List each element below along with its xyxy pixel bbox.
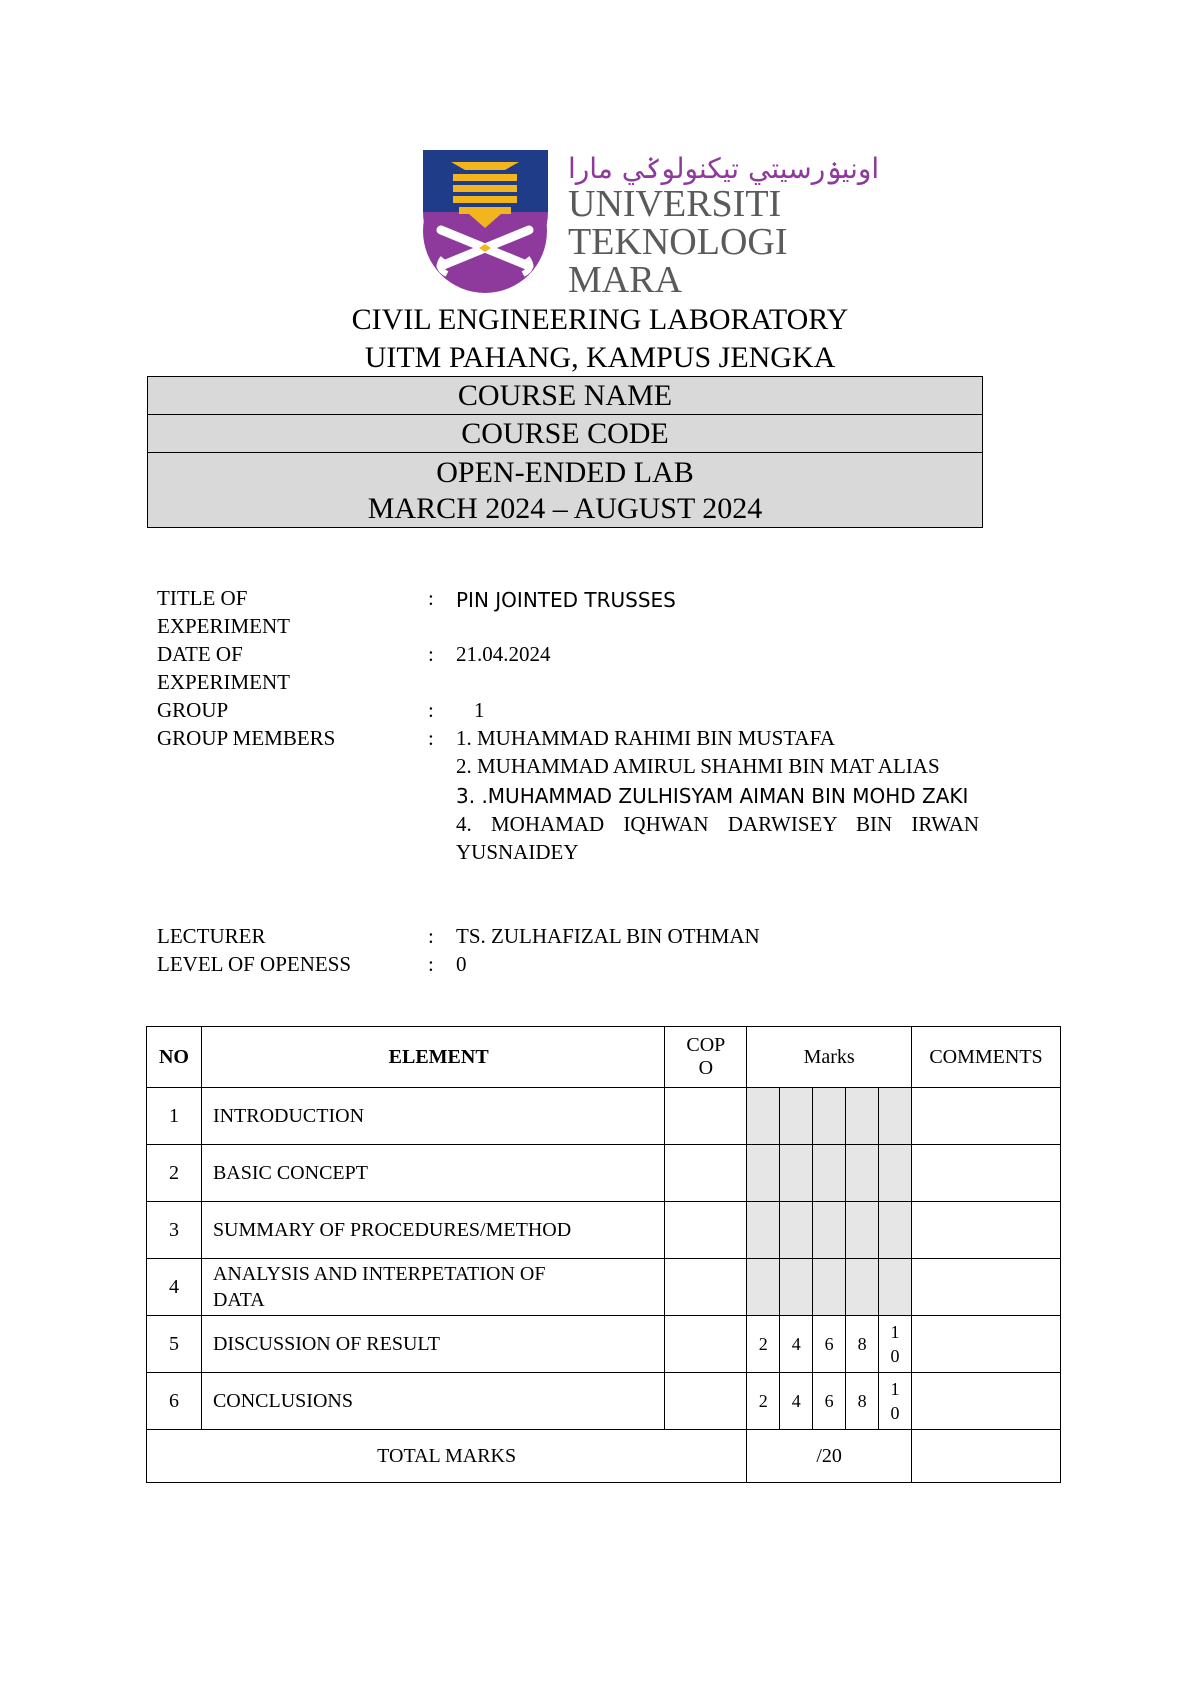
row-element: DISCUSSION OF RESULT (201, 1316, 664, 1373)
lecturer-label: LECTURER (157, 924, 266, 948)
header-comments: COMMENTS (911, 1027, 1060, 1088)
member-2: 2. MUHAMMAD AMIRUL SHAHMI BIN MAT ALIAS (456, 754, 940, 778)
row-no: 2 (147, 1145, 202, 1202)
header-no: NO (147, 1027, 202, 1088)
semester: MARCH 2024 – AUGUST 2024 (367, 492, 763, 525)
mark-cell (846, 1088, 879, 1145)
logo-jawi-text: اونيۏرسيتي تيكنولوݢي مارا (568, 152, 880, 185)
header-marks: Marks (747, 1027, 912, 1088)
row-element: SUMMARY OF PROCEDURES/METHOD (201, 1202, 664, 1259)
table-row (147, 1373, 1061, 1430)
row-comment (911, 1145, 1060, 1202)
row-comment (911, 1259, 1060, 1316)
colon: : (428, 642, 434, 666)
row-copo (665, 1259, 747, 1316)
mark-option: 6 (813, 1373, 846, 1430)
mark-option: 8 (846, 1316, 879, 1373)
total-label: TOTAL MARKS (147, 1430, 747, 1483)
openess-label: LEVEL OF OPENESS (157, 952, 352, 976)
table-row (147, 1088, 1061, 1145)
table-row (147, 1202, 1061, 1259)
mark-cell (747, 1145, 780, 1202)
mark-cell (879, 1145, 912, 1202)
openess-value: 0 (456, 952, 467, 976)
total-comment (911, 1430, 1060, 1483)
course-banner (147, 376, 983, 528)
mark-cell (780, 1259, 813, 1316)
row-copo (665, 1202, 747, 1259)
lecturer-value: TS. ZULHAFIZAL BIN OTHMAN (456, 924, 760, 948)
group-value: 1 (474, 698, 485, 722)
member-3: 3. .MUHAMMAD ZULHISYAM AIMAN BIN MOHD ZAKI (456, 784, 969, 808)
row-element: BASIC CONCEPT (201, 1145, 664, 1202)
row-copo (665, 1145, 747, 1202)
date-label-2: EXPERIMENT (157, 670, 290, 694)
row-element: ANALYSIS AND INTERPETATION OF DATA (201, 1259, 664, 1316)
total-row (147, 1430, 1061, 1483)
mark-cell (747, 1259, 780, 1316)
member-4: 4. MOHAMAD IQHWAN DARWISEY BIN IRWAN (456, 812, 980, 836)
logo-name-line3: MARA (568, 259, 683, 301)
mark-option: 4 (780, 1316, 813, 1373)
group-label: GROUP (157, 698, 229, 722)
date-label-1: DATE OF (157, 642, 243, 666)
mark-cell (879, 1202, 912, 1259)
mark-option: 1 0 (879, 1373, 912, 1430)
mark-cell (879, 1088, 912, 1145)
logo-name-line2: TEKNOLOGI (568, 221, 788, 263)
colon: : (428, 726, 434, 750)
mark-cell (846, 1259, 879, 1316)
logo-emblem (423, 150, 548, 293)
course-code: COURSE CODE (148, 415, 982, 453)
member-1: 1. MUHAMMAD RAHIMI BIN MUSTAFA (456, 726, 835, 750)
mark-option: 2 (747, 1316, 780, 1373)
row-element: INTRODUCTION (201, 1088, 664, 1145)
row-copo (665, 1088, 747, 1145)
campus-title: UITM PAHANG, KAMPUS JENGKA (364, 341, 836, 374)
row-comment (911, 1202, 1060, 1259)
table-row (147, 1259, 1061, 1316)
colon: : (428, 952, 434, 976)
mark-option: 8 (846, 1373, 879, 1430)
row-no: 3 (147, 1202, 202, 1259)
lab-period (148, 453, 982, 527)
marks-table (146, 1026, 1061, 1483)
mark-cell (813, 1259, 846, 1316)
total-value: /20 (747, 1430, 912, 1483)
row-comment (911, 1373, 1060, 1430)
mark-cell (846, 1202, 879, 1259)
mark-option: 6 (813, 1316, 846, 1373)
mark-option: 2 (747, 1373, 780, 1430)
mark-cell (846, 1145, 879, 1202)
lab-title: CIVIL ENGINEERING LABORATORY (351, 303, 849, 336)
row-comment (911, 1316, 1060, 1373)
mark-cell (879, 1259, 912, 1316)
mark-cell (780, 1202, 813, 1259)
title-label-1: TITLE OF (157, 586, 248, 610)
table-header-row (147, 1027, 1061, 1088)
mark-cell (813, 1202, 846, 1259)
member-4-cont: YUSNAIDEY (456, 840, 579, 864)
members-label: GROUP MEMBERS (157, 726, 336, 750)
lab-type: OPEN-ENDED LAB (436, 456, 694, 489)
row-comment (911, 1088, 1060, 1145)
title-value: PIN JOINTED TRUSSES (456, 588, 676, 612)
row-no: 4 (147, 1259, 202, 1316)
mark-cell (813, 1088, 846, 1145)
mark-option: 1 0 (879, 1316, 912, 1373)
colon: : (428, 924, 434, 948)
row-copo (665, 1373, 747, 1430)
course-name: COURSE NAME (148, 377, 982, 415)
title-label-2: EXPERIMENT (157, 614, 290, 638)
mark-cell (813, 1145, 846, 1202)
row-no: 1 (147, 1088, 202, 1145)
university-logo (423, 148, 880, 301)
colon: : (428, 698, 434, 722)
mark-option: 4 (780, 1373, 813, 1430)
table-row (147, 1316, 1061, 1373)
header-element: ELEMENT (201, 1027, 664, 1088)
mark-cell (747, 1202, 780, 1259)
row-no: 6 (147, 1373, 202, 1430)
header-copo: COP O (665, 1027, 747, 1088)
mark-cell (780, 1145, 813, 1202)
row-no: 5 (147, 1316, 202, 1373)
mark-cell (780, 1088, 813, 1145)
colon: : (428, 586, 434, 610)
logo-name-line1: UNIVERSITI (568, 183, 782, 225)
mark-cell (747, 1088, 780, 1145)
date-value: 21.04.2024 (456, 642, 551, 666)
row-copo (665, 1316, 747, 1373)
table-row (147, 1145, 1061, 1202)
row-element: CONCLUSIONS (201, 1373, 664, 1430)
